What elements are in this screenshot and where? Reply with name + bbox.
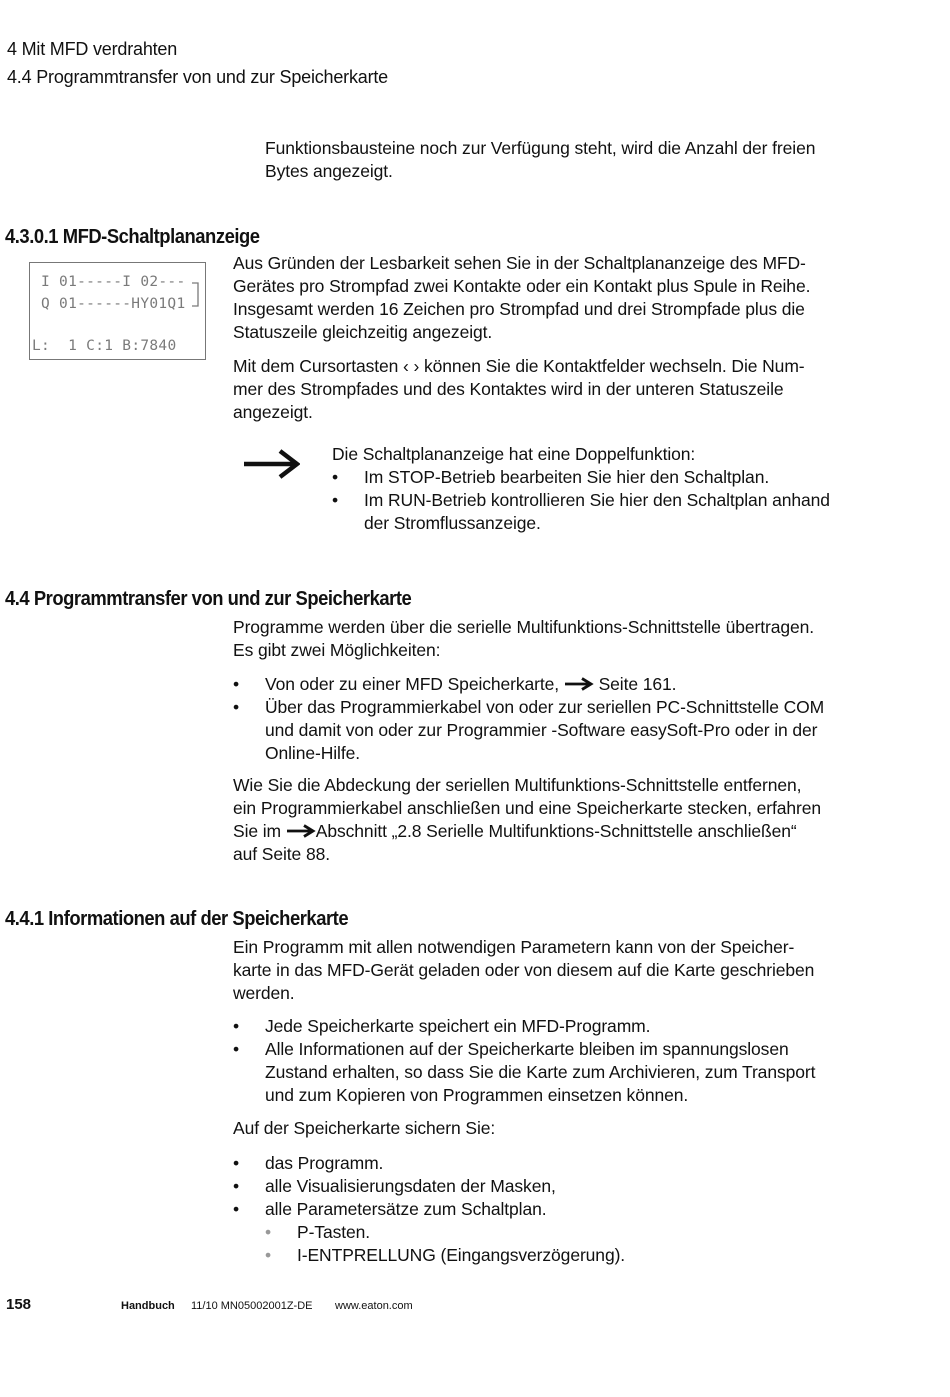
display-coil-bracket-icon: [30, 263, 207, 361]
heading-44: 4.4 Programmtransfer von und zur Speicherkarte: [5, 588, 412, 610]
list-item: • alle Parametersätze zum Schaltplan.: [233, 1198, 625, 1221]
paragraph-441-a: Ein Programm mit allen notwendigen Parametern kann von der Speicher- karte in das MFD-Gerät geladen oder von diesem auf die Karte geschrieben werden.: [233, 937, 815, 1003]
footer-url[interactable]: www.eaton.com: [335, 1300, 413, 1312]
running-header-chapter: 4 Mit MFD verdrahten: [7, 39, 178, 59]
note-item: • Im STOP-Betrieb bearbeiten Sie hier den Schaltplan.: [332, 466, 830, 489]
heading-4301: 4.3.0.1 MFD-Schaltplananzeige: [5, 226, 260, 248]
page-link-161[interactable]: Seite 161.: [598, 674, 677, 694]
list-item: • alle Visualisierungsdaten der Masken,: [233, 1175, 625, 1198]
note-box: Die Schaltplananzeige hat eine Doppelfunktion: • Im STOP-Betrieb bearbeiten Sie hier den Schaltplan. • Im RUN-Betrieb kontrollieren Sie hier den Schaltplan anhand der Stromflussanzeige.: [332, 443, 830, 535]
display-line-2: Q 01------HY01Q1: [41, 296, 186, 312]
list-item: • das Programm.: [233, 1152, 625, 1175]
list-441-b: [233, 1152, 625, 1267]
list-item: • Über das Programmierkabel von oder zur seriellen PC-Schnittstelle COM und damit von oder zur Programmier -Software easySoft-Pro oder in der Online-Hilfe.: [233, 696, 824, 765]
list-44: [233, 673, 824, 765]
paragraph-44-a: Programme werden über die serielle Multifunktions-Schnittstelle übertragen. Es gibt zwei Möglichkeiten:: [233, 617, 814, 660]
paragraph-44-b: Wie Sie die Abdeckung der seriellen Multifunktions-Schnittstelle entfernen, ein Programmierkabel anschließen und eine Speicherkarte stecken, erfahren Sie im Abschnitt „2.8 Serielle Multifunktions-Schnittstelle anschließen“ auf Seite 88.: [233, 775, 822, 864]
page-number: 158: [6, 1296, 32, 1313]
display-status-line: L: 1 C:1 B:7840: [32, 338, 177, 354]
schaltplan-display: [29, 262, 206, 360]
heading-441: 4.4.1 Informationen auf der Speicherkarte: [5, 908, 349, 930]
list-item: • Jede Speicherkarte speichert ein MFD-Programm.: [233, 1015, 815, 1038]
intro-paragraph: Funktionsbausteine noch zur Verfügung steht, wird die Anzahl der freien Bytes angezeigt.: [265, 138, 816, 181]
note-item: • Im RUN-Betrieb kontrollieren Sie hier den Schaltplan anhand der Stromflussanzeige.: [332, 489, 830, 535]
section-link-28[interactable]: Abschnitt „2.8 Serielle Multifunktions-Schnittstelle anschließen“: [315, 821, 797, 841]
sub-list-item: • I-ENTPRELLUNG (Eingangsverzögerung).: [265, 1244, 625, 1267]
sub-list-item: • P-Tasten.: [265, 1221, 625, 1244]
running-header-section: 4.4 Programmtransfer von und zur Speicherkarte: [7, 67, 388, 87]
note-arrow-icon: [242, 448, 300, 480]
display-line-1: I 01-----I 02---: [41, 274, 186, 290]
footer-doc-type: Handbuch: [121, 1300, 175, 1312]
paragraph-441-b: Auf der Speicherkarte sichern Sie:: [233, 1118, 496, 1138]
paragraph-4301-b: Mit dem Cursortasten ‹ › können Sie die Kontaktfelder wechseln. Die Num- mer des Strompfades und des Kontaktes wird in der unteren Statuszeile angezeigt.: [233, 356, 805, 422]
page-link-88[interactable]: auf Seite 88.: [233, 844, 330, 864]
list-item: • Von oder zu einer MFD Speicherkarte, Seite 161.: [233, 673, 824, 696]
paragraph-4301-a: Aus Gründen der Lesbarkeit sehen Sie in der Schaltplananzeige des MFD- Gerätes pro Strompfad zwei Kontakte oder ein Kontakt plus Spule in Reihe. Insgesamt werden 16 Zeichen pro Strompfad und drei Strompfade plus die Statuszeile gleichzeitig angezeigt.: [233, 253, 811, 342]
cross-reference-arrow-icon: [286, 824, 316, 838]
list-item: • Alle Informationen auf der Speicherkarte bleiben im spannungslosen Zustand erhalten, so dass Sie die Karte zum Archivieren, zum Transport und zum Kopieren von Programmen einsetzen können.: [233, 1038, 815, 1107]
footer-doc-code: 11/10 MN05002001Z-DE: [191, 1300, 313, 1312]
cross-reference-arrow-icon: [564, 677, 594, 691]
list-441-a: [233, 1015, 815, 1107]
